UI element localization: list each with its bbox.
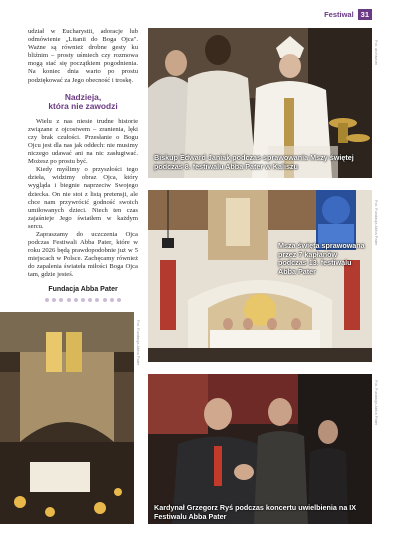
article-paragraph: Zapraszamy do uczczenia Ojca podczas Festiwali Abba Pater, które w roku 2026 będą prawdopodobnie już w 5 miejscach w Polsce. Zachęcamy również do zapalenia świateła miłości Boga Ojca tam, gdzie jesteś. bbox=[28, 230, 138, 279]
page-header bbox=[324, 8, 372, 20]
photo-credit: Fot. Fundacja Abba Pater bbox=[374, 380, 379, 426]
photo-interior-illustration bbox=[0, 312, 134, 524]
subheading-line-2: która nie zawodzi bbox=[48, 101, 118, 112]
photo-credit: Fot. archiwum bbox=[374, 40, 379, 66]
section-label: Festiwal bbox=[324, 9, 354, 19]
photo-credit: Fot. Fundacja Abba Pater bbox=[374, 200, 379, 246]
photo-caption: Msza święta sprawowana przez 7 kapłanów podczas 13. festiwalu Abba Pater bbox=[278, 241, 365, 276]
photo-cardinal-concert bbox=[148, 374, 372, 524]
decorative-dots bbox=[28, 298, 138, 302]
article-paragraph: Wielu z nas niesie trudne historie związane z ojcostwem – zranienia, lęki czy brak czułości. Przesłanie o Bogu Ojcu jest dla nas jak oddech: nie musimy niczego udawać ani na nic zasługiwać. Możesz po prostu być. bbox=[28, 117, 138, 166]
article-paragraph: Kiedy myślimy o przyszłości tego dzieła, widzimy obraz Ojca, który wygląda i biegnie naprzeciw Swojego dziecka. On nie stoi z listą pretensji, ale chce nam przywrócić godność swoich umiłowanych dzieci. Niech ten czas zajaśnieje Jego światłem w każdym sercu. bbox=[28, 166, 138, 230]
page-number: 31 bbox=[358, 9, 372, 20]
photo-bishop-mass bbox=[148, 28, 372, 178]
photo-caption: Biskup Edward Janiak podczas sprawowania Mszy świętej podczas 8. festiwalu Abba Pater w Kaliszu bbox=[154, 153, 354, 171]
photo-church-altar bbox=[148, 190, 372, 362]
article-signature: Fundacja Abba Pater bbox=[48, 285, 118, 293]
article-paragraph: udział w Eucharystii, adoracje lub odmówienie „Litanii do Boga Ojca". Ważne są również drobne gesty ku bliźnim – prosty uśmiech czy rozmowa mogą stać się początkiem pogodnienia. Na koniec dnia warto po prostu podziękować za Jego obecność i troskę. bbox=[28, 28, 138, 84]
photo-cardinal-illustration bbox=[148, 374, 372, 524]
photo-credit: Fot. Fundacja Abba Pater bbox=[136, 320, 141, 366]
photo-caption: Kardynał Grzegorz Ryś podczas koncertu uwielbienia na IX Festiwalu Abba Pater bbox=[154, 503, 357, 521]
article-text-column bbox=[28, 28, 138, 302]
article-subheading bbox=[28, 93, 138, 112]
subheading-line-1: Nadzieja, bbox=[64, 91, 102, 102]
photo-church-interior bbox=[0, 312, 134, 524]
